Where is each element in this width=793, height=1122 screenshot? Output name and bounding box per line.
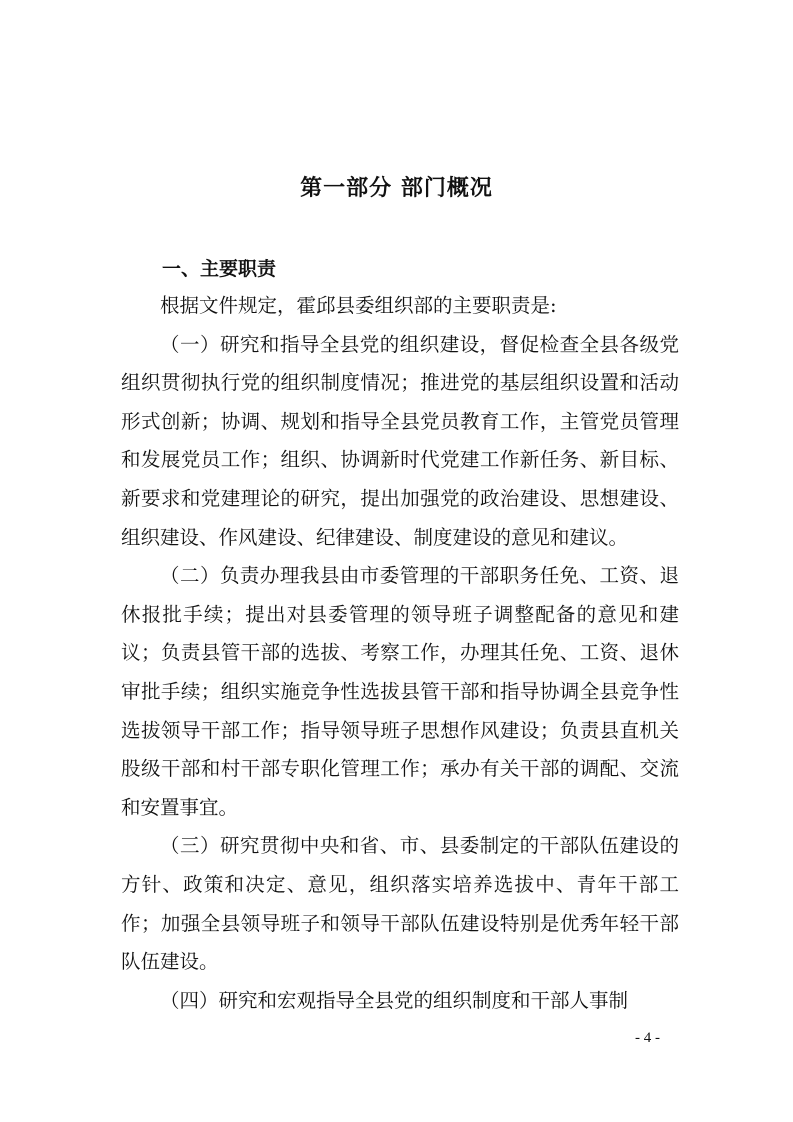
duty-paragraph-2: （二）负责办理我县由市委管理的干部职务任免、工资、退休报批手续；提出对县委管理的领导班子调整配备的意见和建议；负责县管干部的选拔、考察工作，办理其任免、工资、退休审批手续；组织实施竞争性选拔县管干部和指导协调全县竞争性选拔领导干部工作；指导领导班子思想作风建设；负责县直机关股级干部和村干部专职化管理工作；承办有关干部的调配、交流和安置事宜。 [121,564,679,819]
duty-paragraph-4: （四）研究和宏观指导全县党的组织制度和干部人事制 [160,988,629,1012]
intro-paragraph: 根据文件规定，霍邱县委组织部的主要职责是: [160,294,557,317]
page-number: - 4 - [635,1030,660,1046]
duty-paragraph-3: （三）研究贯彻中央和省、市、县委制定的干部队伍建设的方针、政策和决定、意见，组织落实培养选拔中、青年干部工作；加强全县领导班子和领导干部队伍建设特别是优秀年轻干部队伍建设。 [121,834,679,974]
section-heading: 一、主要职责 [162,258,277,280]
document-body [121,287,679,1020]
duty-paragraph-1: （一）研究和指导全县党的组织建设，督促检查全县各级党组织贯彻执行党的组织制度情况；推进党的基层组织设置和活动形式创新；协调、规划和指导全县党员教育工作，主管党员管理和发展党员工作；组织、协调新时代党建工作新任务、新目标、新要求和党建理论的研究，提出加强党的政治建设、思想建设、组织建设、作风建设、纪律建设、制度建设的意见和建议。 [121,332,679,549]
page-title: 第一部分 部门概况 [300,176,493,201]
